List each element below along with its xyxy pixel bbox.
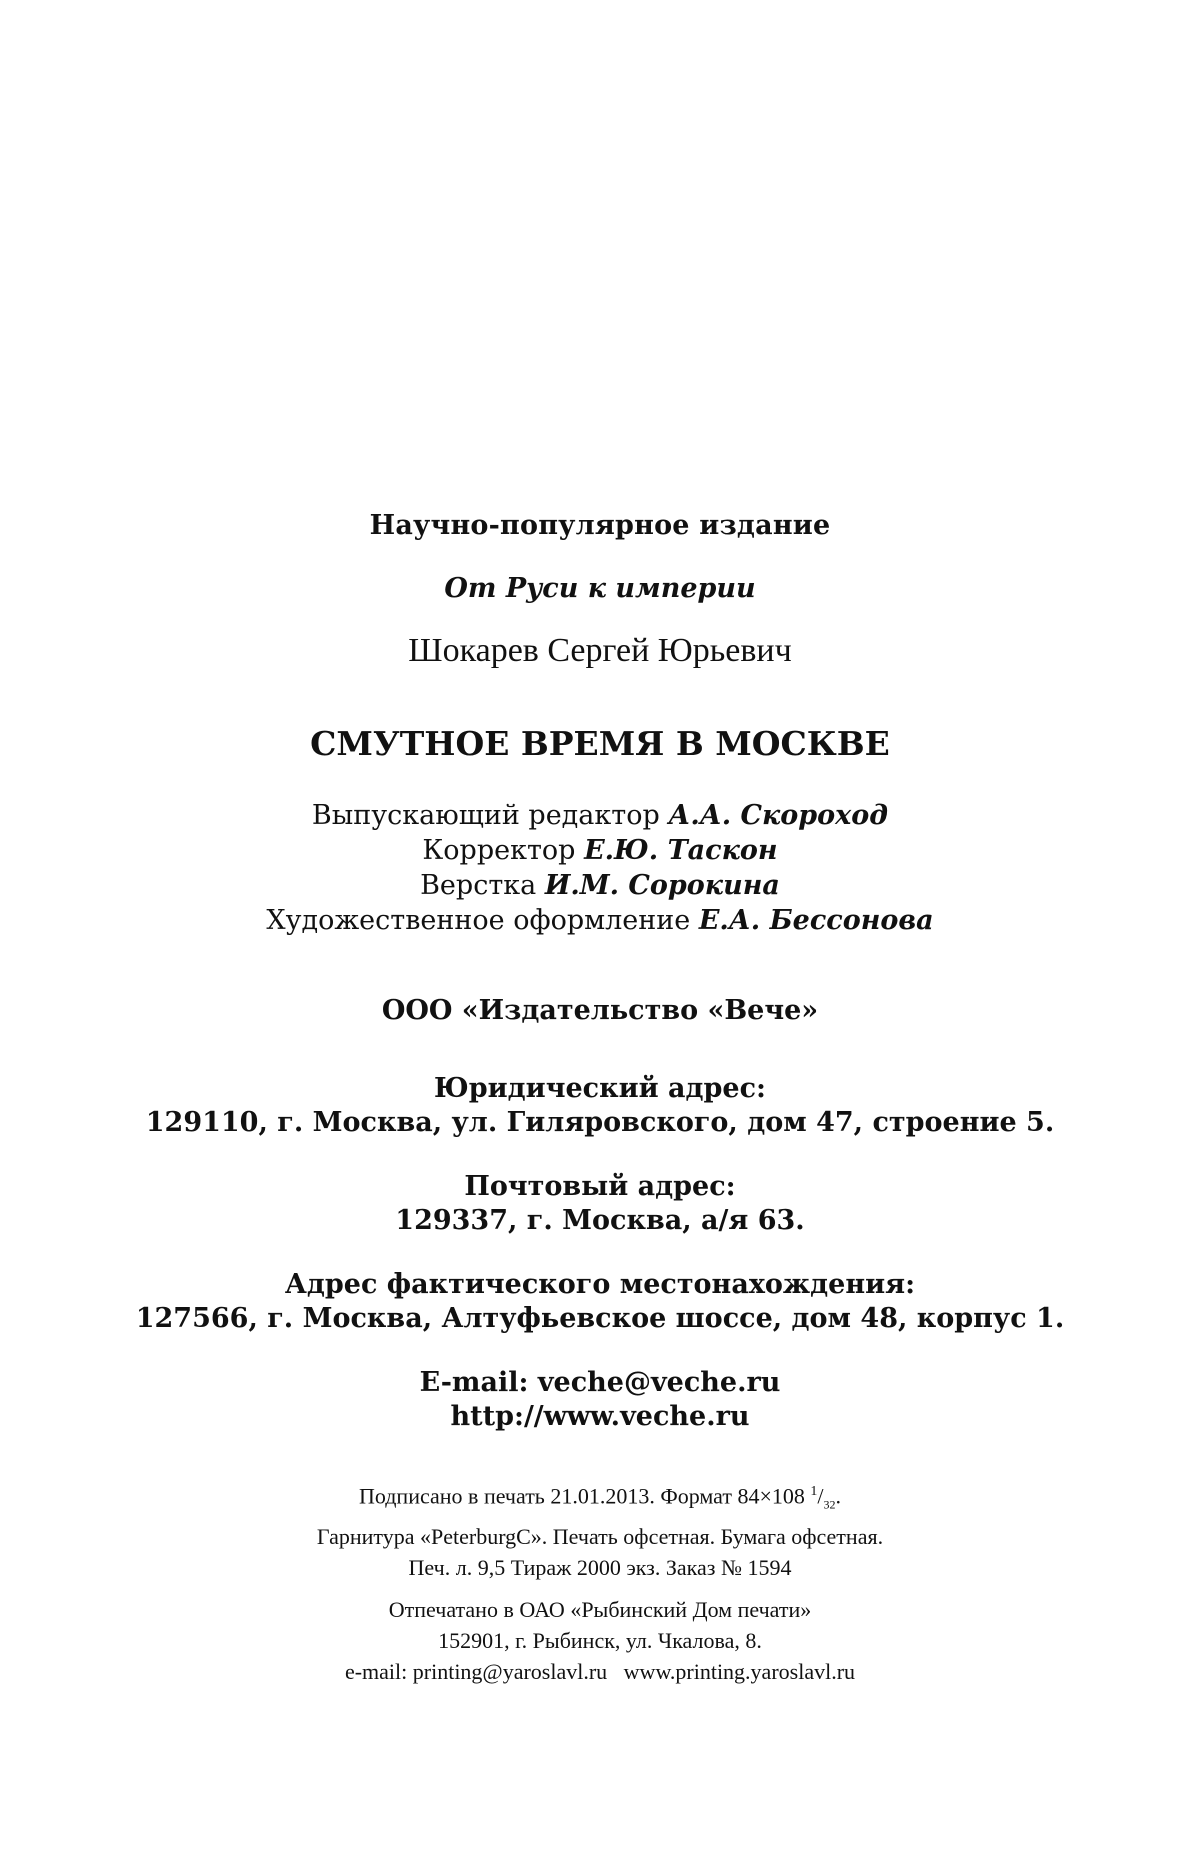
publisher-website: http://www.veche.ru bbox=[450, 1401, 750, 1432]
actual-address bbox=[0, 1268, 1200, 1336]
credit-line bbox=[0, 903, 1200, 938]
legal-address-value: 129110, г. Москва, ул. Гиляровского, дом 47, строение 5. bbox=[145, 1107, 1055, 1138]
author-text: Шокарев Сергей Юрьевич bbox=[408, 632, 792, 669]
publisher-contacts bbox=[0, 1366, 1200, 1434]
credits-list bbox=[0, 798, 1200, 938]
edition-type bbox=[0, 510, 1200, 541]
print-details-line-2: Гарнитура «PeterburgC». Печать офсетная. Бумага офсетная. bbox=[316, 1523, 884, 1549]
book-title bbox=[0, 724, 1200, 763]
print-details-line-1: Подписано в печать 21.01.2013. Формат 84×108 $^1/_{32}$. bbox=[358, 1483, 841, 1512]
format-suffix: . bbox=[835, 1483, 841, 1509]
legal-address bbox=[0, 1072, 1200, 1140]
actual-address-label: Адрес фактического местонахождения: bbox=[284, 1269, 916, 1300]
series-name bbox=[0, 573, 1200, 604]
credit-name: А.А. Скороход bbox=[668, 800, 889, 831]
credit-name: Е.Ю. Таскон bbox=[584, 835, 778, 866]
publisher-email: E-mail: veche@veche.ru bbox=[419, 1367, 781, 1398]
printer-line-1: Отпечатано в ОАО «Рыбинский Дом печати» bbox=[388, 1597, 812, 1622]
book-title-text: СМУТНОЕ ВРЕМЯ В МОСКВЕ bbox=[310, 724, 890, 763]
printer-info bbox=[0, 1594, 1200, 1687]
actual-address-value: 127566, г. Москва, Алтуфьевское шоссе, дом 48, корпус 1. bbox=[135, 1303, 1065, 1334]
postal-address-label: Почтовый адрес: bbox=[464, 1171, 736, 1202]
legal-address-label: Юридический адрес: bbox=[434, 1073, 766, 1104]
format-fraction-denominator: 32 bbox=[823, 1497, 836, 1512]
credit-line bbox=[0, 868, 1200, 903]
credit-role: Художественное оформление bbox=[266, 905, 691, 936]
format-fraction-numerator: 1 bbox=[810, 1484, 818, 1499]
printer-line-3: e-mail: printing@yaroslavl.ru www.printing.yaroslavl.ru bbox=[344, 1659, 856, 1684]
author-name bbox=[0, 632, 1200, 670]
credit-role: Верстка bbox=[420, 870, 537, 901]
printer-line-2: 152901, г. Рыбинск, ул. Чкалова, 8. bbox=[438, 1628, 762, 1653]
publisher-text: ООО «Издательство «Вече» bbox=[381, 995, 819, 1026]
postal-address-value: 129337, г. Москва, а/я 63. bbox=[395, 1205, 805, 1236]
credit-line bbox=[0, 798, 1200, 833]
credit-line bbox=[0, 833, 1200, 868]
print-details-line-3: Печ. л. 9,5 Тираж 2000 экз. Заказ № 1594 bbox=[408, 1554, 792, 1580]
credit-name: И.М. Сорокина bbox=[544, 870, 780, 901]
credit-name: Е.А. Бессонова bbox=[698, 905, 934, 936]
series-text: От Руси к империи bbox=[444, 573, 756, 604]
publisher-name bbox=[0, 995, 1200, 1026]
print-details bbox=[0, 1476, 1200, 1583]
postal-address bbox=[0, 1170, 1200, 1238]
credit-role: Корректор bbox=[422, 835, 576, 866]
format-text: Подписано в печать 21.01.2013. Формат 84×108 bbox=[358, 1483, 805, 1509]
credit-role: Выпускающий редактор bbox=[311, 800, 660, 831]
edition-type-text: Научно-популярное издание bbox=[369, 510, 831, 541]
